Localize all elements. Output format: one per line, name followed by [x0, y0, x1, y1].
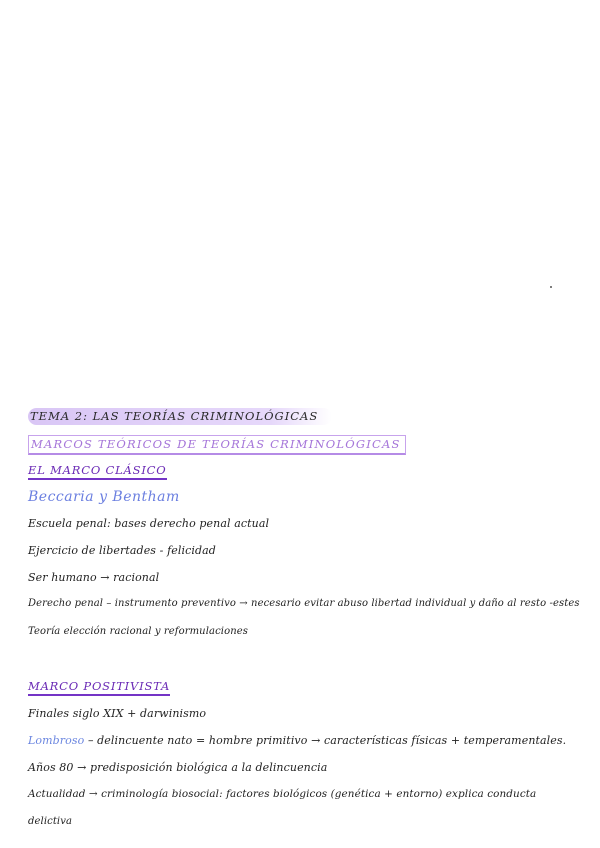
note-line: Derecho penal – instrumento preventivo → necesario evitar abuso libertad individual y daño al resto -estes [28, 598, 580, 609]
heading-marco-positivista: MARCO POSITIVISTA [28, 679, 170, 696]
note-line: Ser humano → racional [28, 571, 160, 584]
note-line: delictiva [28, 816, 73, 827]
note-line: Actualidad → criminología biosocial: factores biológicos (genética + entorno) explica conducta [28, 788, 537, 800]
lombroso-description: – delincuente nato = hombre primitivo → características físicas + temperamentales. [84, 734, 567, 747]
lombroso-name: Lombroso [28, 734, 85, 747]
authors-beccaria-bentham: Beccaria y Bentham [28, 489, 180, 505]
note-line-lombroso [28, 734, 566, 747]
section-subtitle: MARCOS TEÓRICOS DE TEORÍAS CRIMINOLÓGICAS [28, 435, 406, 455]
note-line: Escuela penal: bases derecho penal actual [28, 517, 270, 530]
note-line: Finales siglo XIX + darwinismo [28, 707, 207, 720]
heading-marco-clasico: EL MARCO CLÁSICO [28, 463, 167, 480]
page-title: TEMA 2: LAS TEORÍAS CRIMINOLÓGICAS [28, 408, 332, 425]
note-line: Años 80 → predisposición biológica a la delincuencia [28, 761, 328, 774]
note-line: Teoría elección racional y reformulaciones [28, 626, 248, 637]
note-line: Ejercicio de libertades - felicidad [28, 544, 216, 557]
stray-dot [550, 286, 552, 288]
